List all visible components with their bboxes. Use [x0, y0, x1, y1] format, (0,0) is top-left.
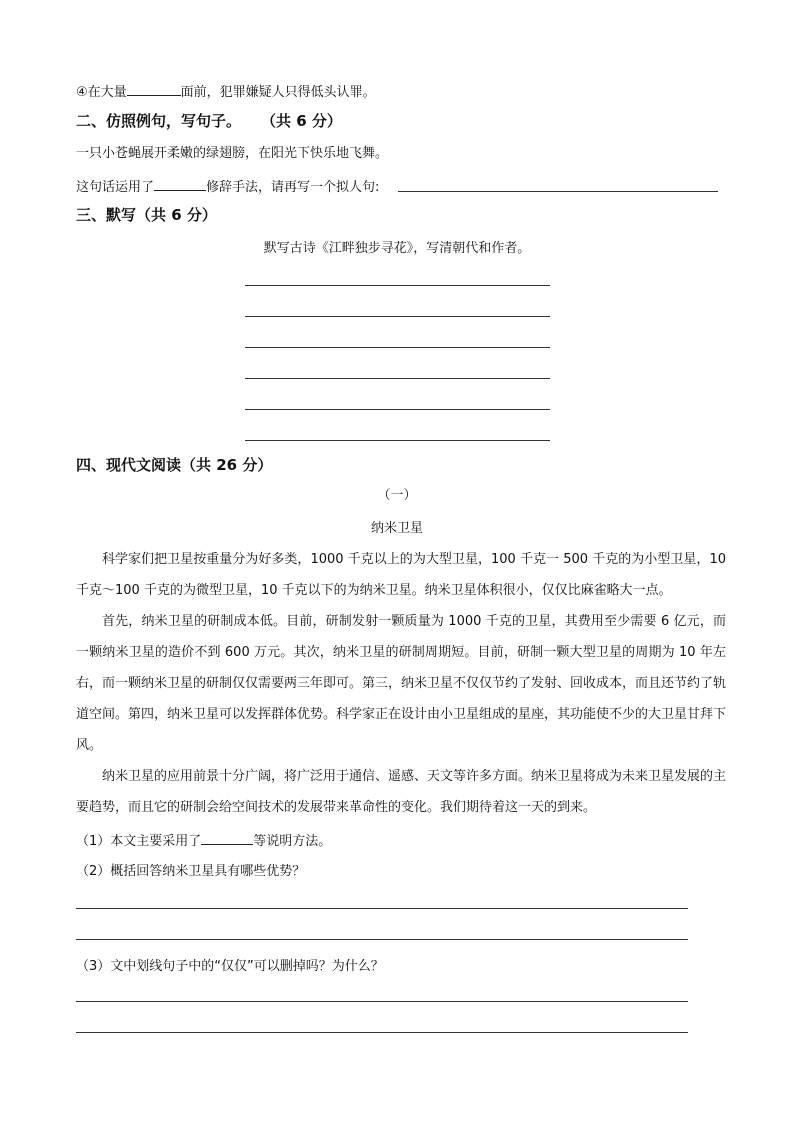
section-4-heading: 四、现代文阅读（共 26 分）	[76, 456, 273, 474]
article-paragraph-3: 纳米卫星的应用前景十分广阔，将广泛用于通信、遥感、天文等许多方面。纳米卫星将成为未来卫星发展的主要趋势，而且它的研制会给空间技术的发展带来革命性的变化。我们期待着这一天的到来。	[76, 769, 727, 815]
section-2-score: （共 6 分）	[261, 112, 342, 130]
section-3-heading: 三、默写（共 6 分）	[76, 206, 217, 224]
section-2-title: 二、仿照例句，写句子。	[76, 112, 242, 130]
q3-answer-line[interactable]	[76, 1001, 688, 1002]
personification-answer-line[interactable]	[398, 191, 718, 192]
q4-suffix: 面前，犯罪嫌疑人只得低头认罪。	[180, 85, 376, 100]
rhetoric-prompt	[76, 177, 379, 197]
rhetoric-blank[interactable]	[154, 177, 206, 191]
q4-blank[interactable]	[127, 82, 181, 96]
article-title: 纳米卫星	[370, 521, 423, 536]
q1-prefix: （1）本文主要采用了	[76, 834, 202, 849]
section-2-heading	[76, 112, 342, 130]
poem-answer-line[interactable]	[245, 316, 550, 317]
rhetoric-suffix: 修辞手法，请再写一个拟人句:	[206, 180, 380, 195]
article-paragraph-1: 科学家们把卫星按重量分为好多类，1000 千克以上的为大型卫星，100 千克一 500 千克的为小型卫星，10 千克～100 千克的为微型卫星，10 千克以下的为纳米卫星。纳米卫星体积很小，仅仅比麻雀略大一点。	[76, 552, 726, 598]
q3-answer-line[interactable]	[76, 1032, 688, 1033]
q2-answer-line[interactable]	[76, 908, 688, 909]
q2-answer-line[interactable]	[76, 939, 688, 940]
q4-prefix: ④在大量	[76, 85, 127, 100]
poem-instruction: 默写古诗《江畔独步寻花》，写清朝代和作者。	[263, 241, 531, 256]
poem-answer-line[interactable]	[245, 440, 550, 441]
poem-answer-line[interactable]	[245, 285, 550, 286]
poem-answer-line[interactable]	[245, 409, 550, 410]
rhetoric-prefix: 这句话运用了	[76, 180, 155, 195]
article-paragraph-2: 首先，纳米卫星的研制成本低。目前，研制发射一颗质量为 1000 千克的卫星，其费用至少需要 6 亿元，而一颗纳米卫星的造价不到 600 万元。其次，纳米卫星的研制周期短。目前，研制一颗大型卫星的周期为 10 年左右，而一颗纳米卫星的研制仅仅需要两三年即可。第三，纳米卫星不仅仅节约了发射、回收成本，而且还节约了轨道空间。第四，纳米卫星可以发挥群体优势。科学家正在设计由小卫星组成的星座，其功能使不少的大卫星甘拜下风。	[76, 614, 727, 753]
example-sentence: 一只小苍蝇展开柔嫩的绿翅膀，在阳光下快乐地飞舞。	[76, 146, 389, 161]
poem-answer-line[interactable]	[245, 378, 550, 379]
q1-suffix: 等说明方法。	[253, 834, 332, 849]
part-label: （一）	[377, 488, 417, 503]
poem-answer-line[interactable]	[245, 347, 550, 348]
question-2: （2）概括回答纳米卫星具有哪些优势？	[76, 864, 306, 879]
q1-blank[interactable]	[201, 831, 253, 845]
question-1	[76, 831, 331, 851]
question-4-line	[76, 82, 376, 102]
question-3: （3）文中划线句子中的“仅仅”可以删掉吗？为什么？	[76, 959, 384, 974]
